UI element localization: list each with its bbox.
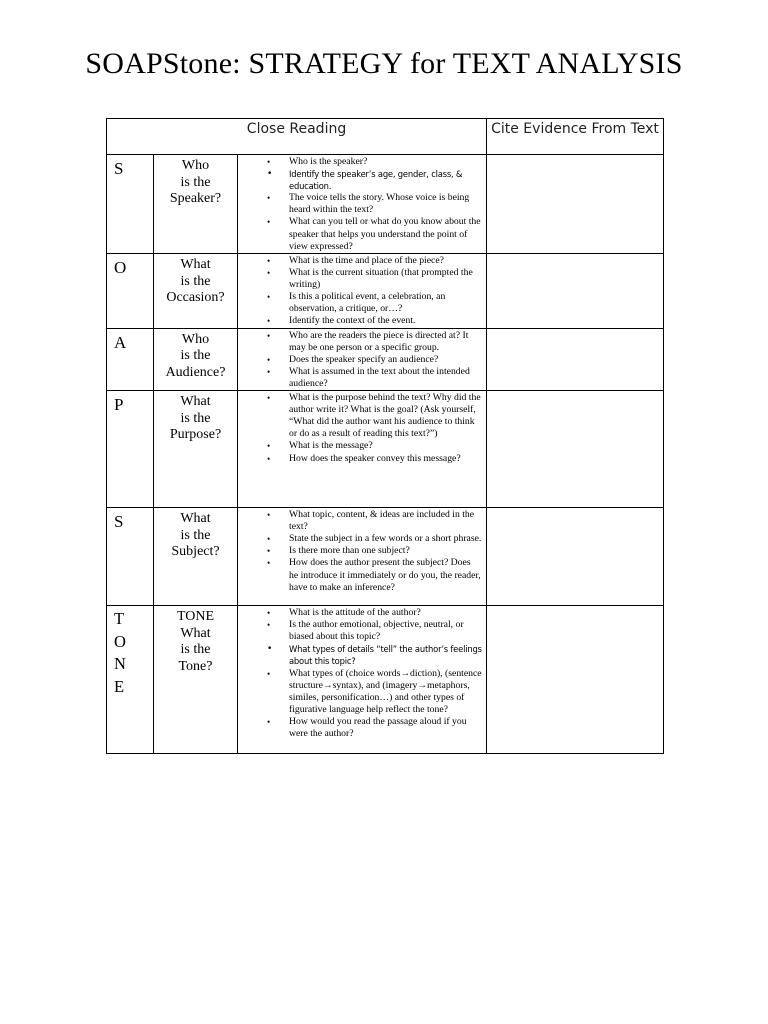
list-item: • Is there more than one subject? xyxy=(238,545,482,557)
table-row-speaker xyxy=(107,155,664,254)
list-item: • What is assumed in the text about the intended audience? xyxy=(238,366,482,390)
question-list xyxy=(238,391,487,508)
list-item: • Identify the speaker’s age, gender, class, & education. xyxy=(238,168,482,192)
row-label: Who is the Speaker? xyxy=(154,155,238,254)
evidence-cell[interactable] xyxy=(487,328,664,390)
row-letter: P xyxy=(107,391,154,508)
soapstone-table xyxy=(106,118,664,754)
evidence-cell[interactable] xyxy=(487,606,664,754)
list-item: • What topic, content, & ideas are included in the text? xyxy=(238,509,482,533)
table-row-purpose xyxy=(107,391,664,508)
row-label: What is the Purpose? xyxy=(154,391,238,508)
list-item: • State the subject in a few words or a short phrase. xyxy=(238,533,482,545)
row-letter: T O N E xyxy=(107,606,154,754)
list-item: • What is the message? xyxy=(238,440,482,452)
list-item: • What types of (choice words→diction), (sentence structure→syntax), and (imagery→metaphors, similes, personification…) and other types of figurative language help reflect the tone? xyxy=(238,668,482,716)
list-item: • Does the speaker specify an audience? xyxy=(238,354,482,366)
evidence-cell[interactable] xyxy=(487,254,664,329)
list-item: • What is the time and place of the piece? xyxy=(238,255,482,267)
list-item: • How does the author present the subject? Does he introduce it immediately or do you, the reader, have to make an inference? xyxy=(238,557,482,593)
question-list xyxy=(238,155,487,254)
row-label: What is the Occasion? xyxy=(154,254,238,329)
row-letter: O xyxy=(107,254,154,329)
evidence-cell[interactable] xyxy=(487,155,664,254)
question-list xyxy=(238,328,487,390)
list-item: • What types of details “tell” the author’s feelings about this topic? xyxy=(238,643,482,667)
list-item: • The voice tells the story. Whose voice is being heard within the text? xyxy=(238,192,482,216)
question-list xyxy=(238,508,487,606)
list-item: • What can you tell or what do you know about the speaker that helps you understand the point of view expressed? xyxy=(238,216,482,252)
row-label: What is the Subject? xyxy=(154,508,238,606)
list-item: • How does the speaker convey this message? xyxy=(238,453,482,465)
list-item: • What is the attitude of the author? xyxy=(238,607,482,619)
row-letter: S xyxy=(107,155,154,254)
question-list xyxy=(238,606,487,754)
list-item: • Who are the readers the piece is directed at? It may be one person or a specific group. xyxy=(238,330,482,354)
header-row xyxy=(107,119,664,155)
row-label: Who is the Audience? xyxy=(154,328,238,390)
table-row-tone xyxy=(107,606,664,754)
row-letter: A xyxy=(107,328,154,390)
row-label: TONE What is the Tone? xyxy=(154,606,238,754)
list-item: • What is the purpose behind the text? Why did the author write it? What is the goal? (Ask yourself, “What did the author want his audience to think or do as a result of reading this text?”) xyxy=(238,392,482,440)
table-row-subject xyxy=(107,508,664,606)
evidence-cell[interactable] xyxy=(487,508,664,606)
list-item: • Who is the speaker? xyxy=(238,156,482,168)
close-reading-header: Close Reading xyxy=(107,119,487,155)
list-item: • What is the current situation (that prompted the writing) xyxy=(238,267,482,291)
list-item: • Is this a political event, a celebration, an observation, a critique, or…? xyxy=(238,291,482,315)
question-list xyxy=(238,254,487,329)
table-row-audience xyxy=(107,328,664,390)
evidence-cell[interactable] xyxy=(487,391,664,508)
row-letter: S xyxy=(107,508,154,606)
table-row-occasion xyxy=(107,254,664,329)
cite-evidence-header: Cite Evidence From Text xyxy=(487,119,664,155)
list-item: • How would you read the passage aloud if you were the author? xyxy=(238,716,482,740)
document-title: SOAPStone: STRATEGY for TEXT ANALYSIS xyxy=(85,47,683,80)
list-item: • Is the author emotional, objective, neutral, or biased about this topic? xyxy=(238,619,482,643)
list-item: • Identify the context of the event. xyxy=(238,315,482,327)
